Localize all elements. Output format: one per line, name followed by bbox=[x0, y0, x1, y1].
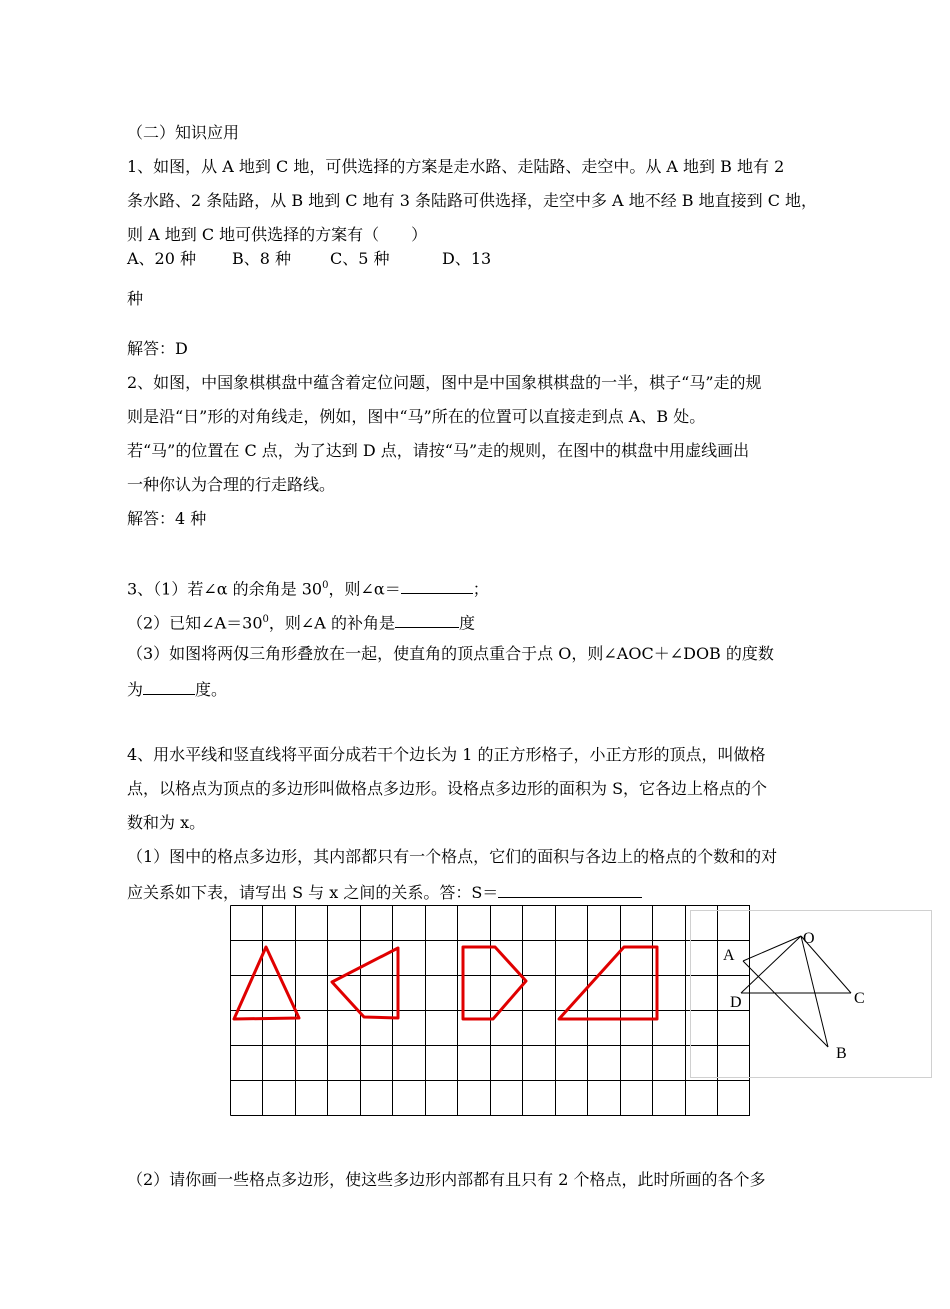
q1-line1: 1、如图，从 A 地到 C 地，可供选择的方案是走水路、走陆路、走空中。从 A 地到 B 地有 2 bbox=[127, 157, 785, 176]
q4-line3: 数和为 x。 bbox=[127, 813, 206, 832]
q3-part1 bbox=[127, 576, 489, 599]
point-label-c: C bbox=[854, 990, 865, 1007]
lattice-pentagon bbox=[463, 947, 526, 1019]
q2-line1: 2、如图，中国象棋棋盘中蕴含着定位问题，图中是中国象棋棋盘的一半，棋子“马”走的规 bbox=[127, 373, 762, 392]
q3-part2 bbox=[127, 610, 475, 633]
q4-sub1-blank[interactable] bbox=[498, 881, 642, 898]
q2-line4: 一种你认为合理的行走路线。 bbox=[127, 475, 336, 494]
point-label-o: O bbox=[803, 930, 815, 947]
q4-line1: 4、用水平线和竖直线将平面分成若干个边长为 1 的正方形格子，小正方形的顶点，叫做格 bbox=[127, 745, 766, 764]
q3-part2-sup: 0 bbox=[262, 614, 269, 625]
q1-options bbox=[127, 249, 547, 269]
q1-option-b: B、8 种 bbox=[232, 249, 292, 268]
q1-answer: 解答：D bbox=[127, 339, 188, 358]
q3-part1-end: ； bbox=[472, 579, 489, 599]
lattice-trapezoid bbox=[559, 947, 657, 1019]
lattice-triangle bbox=[234, 947, 299, 1019]
q4-line2: 点，以格点为顶点的多边形叫做格点多边形。设格点多边形的面积为 S，它各边上格点的个 bbox=[127, 779, 768, 798]
q4-sub2-line1: （2）请你画一些格点多边形，使这些多边形内部都有且只有 2 个格点，此时所画的各个多 bbox=[127, 1170, 766, 1189]
point-label-b: B bbox=[836, 1045, 847, 1062]
q3-part1-blank[interactable] bbox=[401, 577, 473, 594]
triangle-lines bbox=[741, 936, 851, 1047]
q1-option-c: C、5 种 bbox=[330, 249, 390, 268]
point-label-d: D bbox=[730, 994, 742, 1011]
q3-part3-line2 bbox=[127, 678, 227, 700]
q3-part1-text2: ，则∠α＝ bbox=[328, 579, 401, 599]
q1-option-wrap: 种 bbox=[127, 289, 144, 308]
q1-option-a: A、20 种 bbox=[127, 249, 197, 268]
q3-part2-end: 度 bbox=[458, 613, 475, 633]
overlapping-triangles-figure bbox=[690, 910, 932, 1078]
q1-option-d: D、13 bbox=[442, 249, 492, 268]
q3-part3-line1: （3）如图将两仭三角形叠放在一起，使直角的顶点重合于点 O，则∠AOC＋∠DOB 的度数 bbox=[127, 644, 774, 663]
q2-line2: 则是沿“日”形的对角线走，例如，图中“马”所在的位置可以直接走到点 A、B 处。 bbox=[127, 407, 706, 426]
section-title: （二）知识应用 bbox=[127, 123, 240, 142]
q3-part2-text2: ，则∠A 的补角是 bbox=[268, 613, 395, 633]
q4-sub1-text: 应关系如下表，请写出 S 与 x 之间的关系。答：S＝ bbox=[127, 883, 499, 902]
lattice-quadrilateral bbox=[332, 948, 398, 1018]
q1-line2: 条水路、2 条陆路，从 B 地到 C 地有 3 条陆路可供选择，走空中多 A 地不经 B 地直接到 C 地， bbox=[127, 191, 818, 210]
q4-sub1-line2 bbox=[127, 881, 642, 903]
q3-part1-text: 3、（1）若∠α 的余角是 30 bbox=[127, 579, 323, 599]
q1-line3: 则 A 地到 C 地可供选择的方案有（ ） bbox=[127, 225, 428, 244]
lattice-grid-figure bbox=[228, 904, 752, 1118]
point-label-a: A bbox=[723, 947, 735, 964]
q3-part3-end: 度。 bbox=[195, 680, 228, 699]
q3-part2-text: （2）已知∠A＝30 bbox=[127, 613, 263, 633]
q3-part3-text: 为 bbox=[127, 680, 144, 699]
q3-part3-blank[interactable] bbox=[143, 678, 195, 695]
q4-sub1-line1: （1）图中的格点多边形，其内部都只有一个格点，它们的面积与各边上的格点的个数和的对 bbox=[127, 847, 778, 866]
q3-part1-sup: 0 bbox=[322, 580, 329, 591]
q3-part2-blank[interactable] bbox=[395, 611, 459, 628]
q2-line3: 若“马”的位置在 C 点，为了达到 D 点，请按“马”走的规则，在图中的棋盘中用虚线画出 bbox=[127, 441, 750, 460]
q2-answer: 解答：4 种 bbox=[127, 509, 207, 528]
grid-lines bbox=[231, 906, 751, 1116]
